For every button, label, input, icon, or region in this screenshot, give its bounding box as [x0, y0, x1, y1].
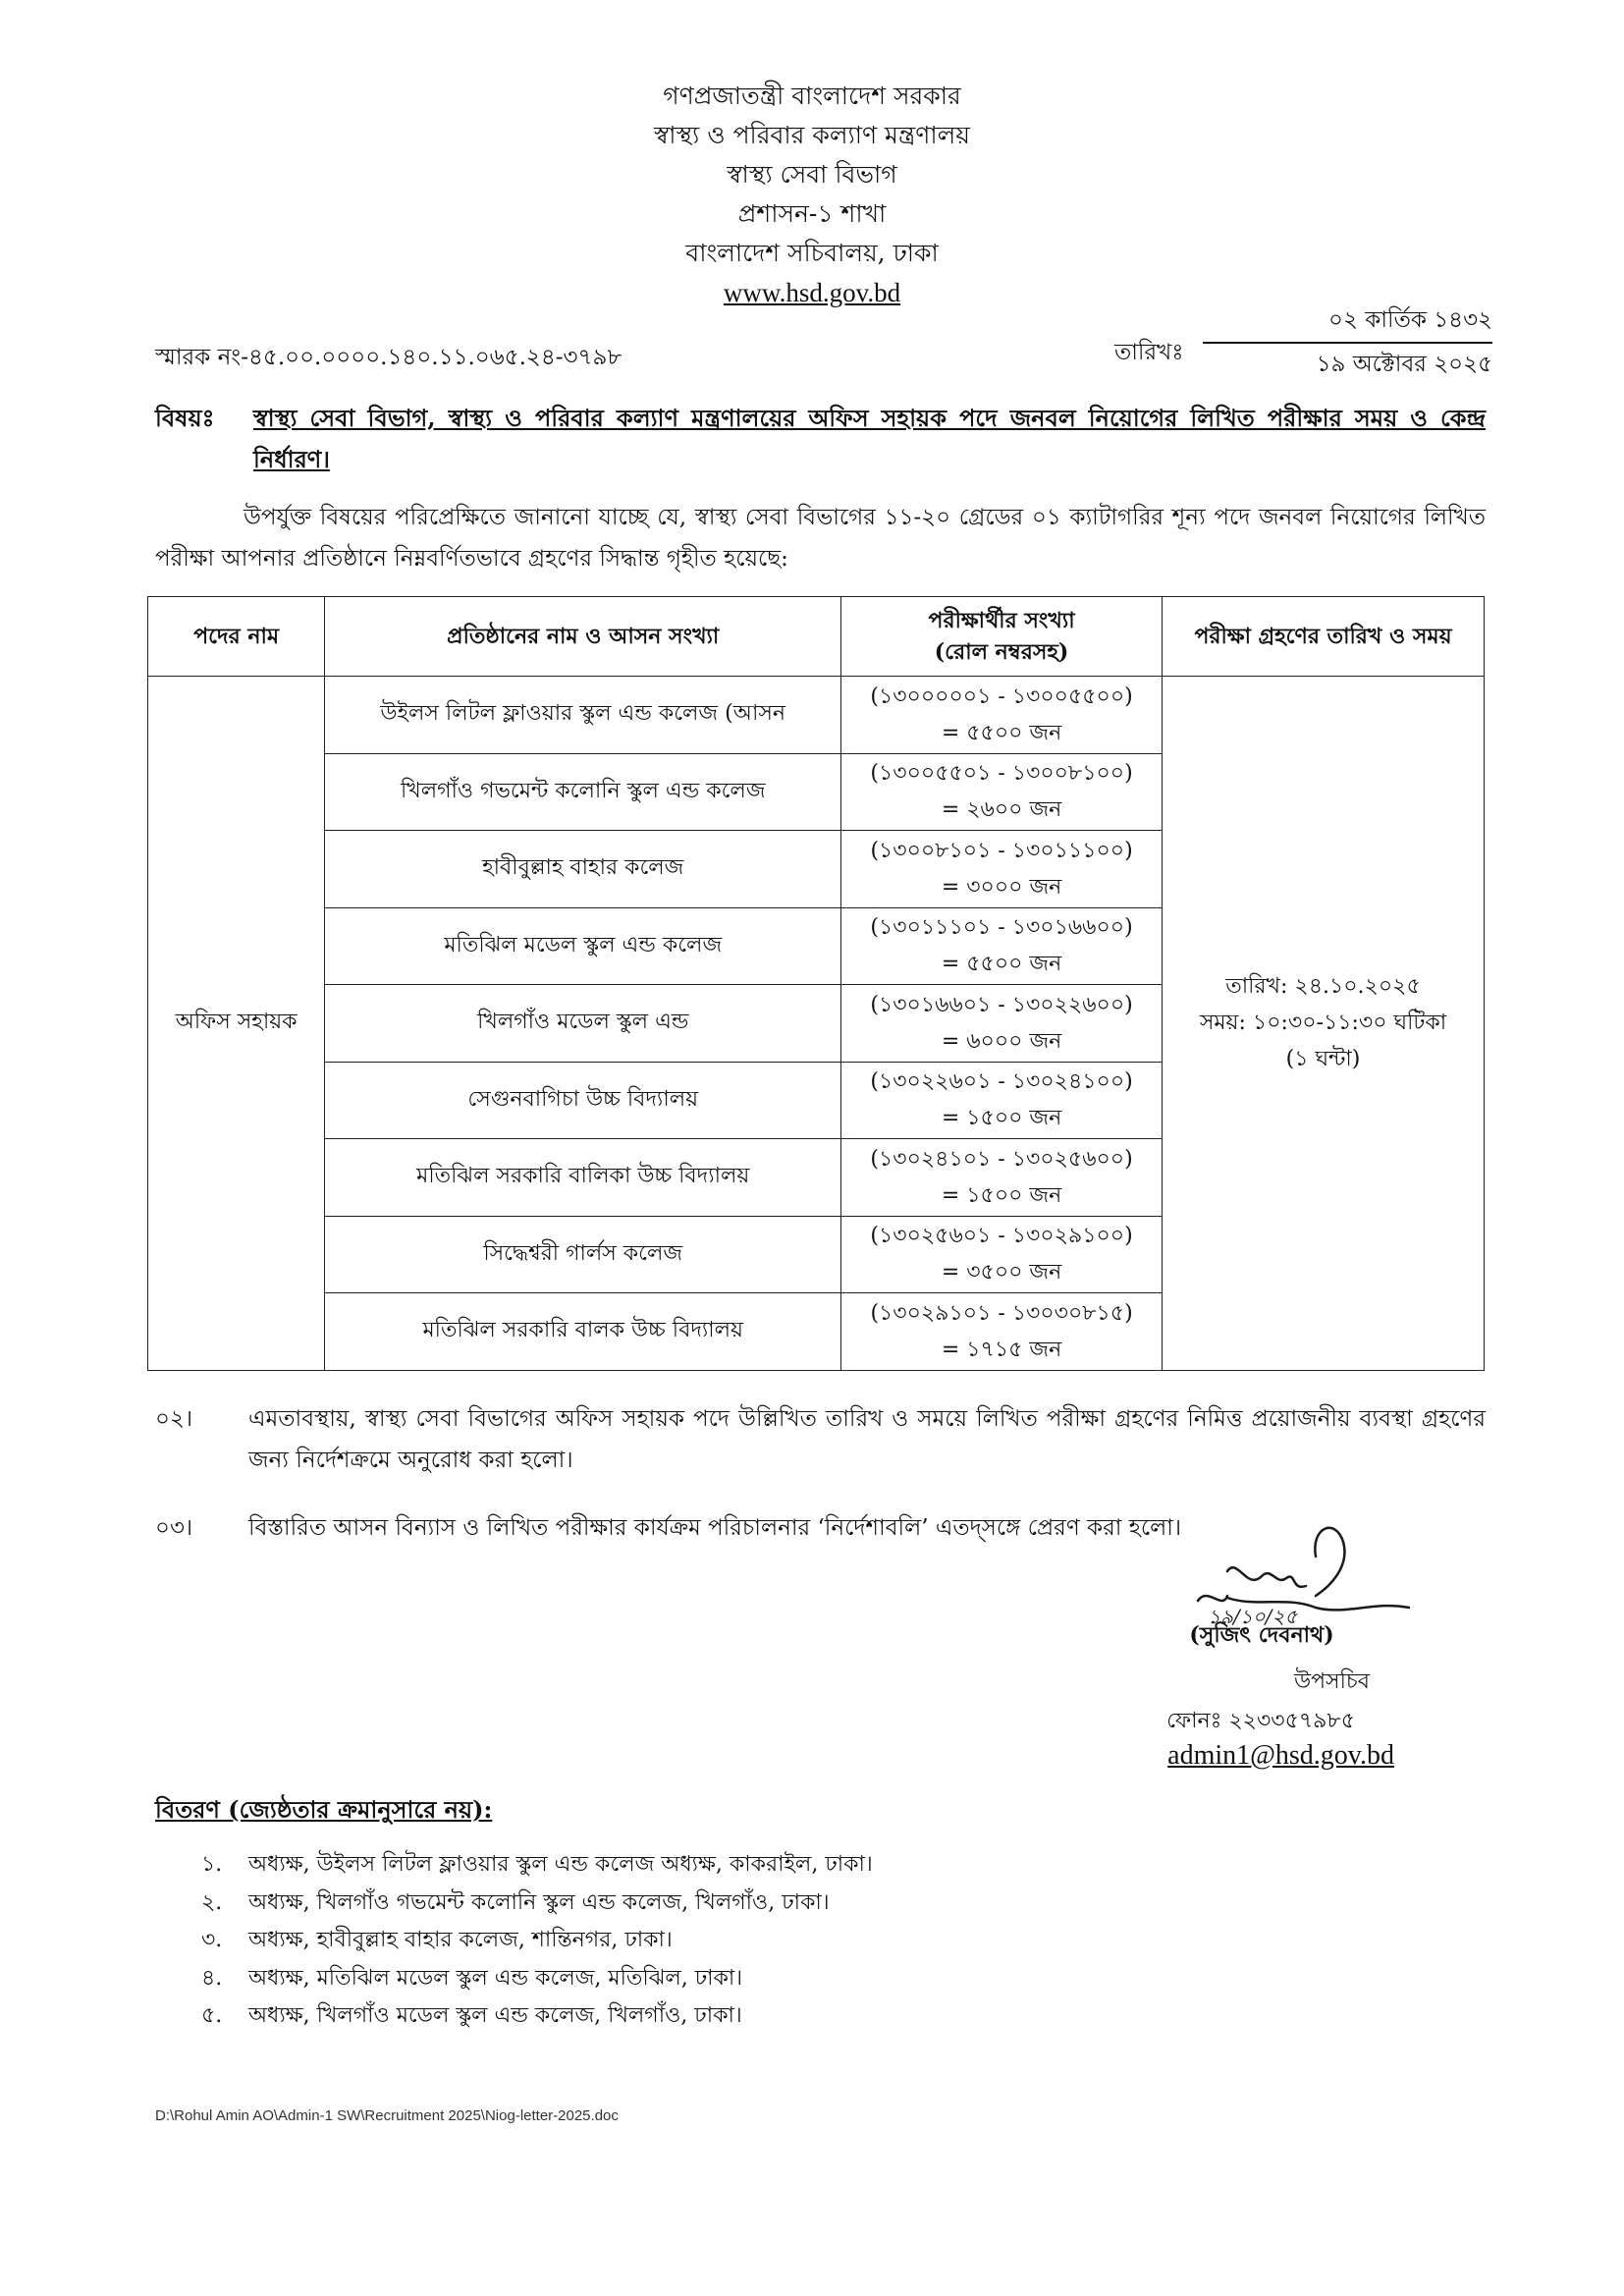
roll-range-cell: (১৩০১৬৬০১ - ১৩০২২৬০০) = ৬০০০ জন	[841, 985, 1163, 1063]
memo-date	[1203, 302, 1492, 385]
institution-cell: উইলস লিটল ফ্লাওয়ার স্কুল এন্ড কলেজ (আসন	[325, 677, 841, 754]
roll-range-cell: (১৩০০৮১০১ - ১৩০১১১০০) = ৩০০০ জন	[841, 831, 1163, 908]
date-bangla: ০২ কার্তিক ১৪৩২	[1203, 302, 1492, 344]
roll-range-cell: (১৩০২৪১০১ - ১৩০২৫৬০০) = ১৫০০ জন	[841, 1139, 1163, 1217]
file-path-footer: D:\Rohul Amin AO\Admin-1 SW\Recruitment 2025\Niog-letter-2025.doc	[155, 2107, 619, 2124]
table-header-row	[148, 597, 1485, 677]
exam-schedule-table	[147, 596, 1485, 1371]
subject-text: স্বাস্থ্য সেবা বিভাগ, স্বাস্থ্য ও পরিবার কল্যাণ মন্ত্রণালয়ের অফিস সহায়ক পদে জনবল নিয়োগের লিখিত পরীক্ষার সময় ও কেন্দ্র নির্ধারণ।	[253, 404, 1486, 473]
office-address: বাংলাদেশ সচিবালয়, ঢাকা	[685, 239, 939, 267]
list-item: ৩. অধ্যক্ষ, হাবীবুল্লাহ বাহার কলেজ, শান্তিনগর, ঢাকা।	[201, 1928, 673, 1952]
header-institution: প্রতিষ্ঠানের নাম ও আসন সংখ্যা	[325, 597, 841, 677]
header-candidates: পরীক্ষার্থীর সংখ্যা (রোল নম্বরসহ)	[841, 597, 1163, 677]
date-label: তারিখঃ	[1114, 340, 1184, 365]
distribution-list	[201, 1846, 873, 2036]
signature-stroke	[1227, 1567, 1306, 1587]
signatory-title: উপসচিব	[1293, 1669, 1370, 1694]
letterhead	[0, 77, 1624, 312]
ministry-name: স্বাস্থ্য ও পরিবার কল্যাণ মন্ত্রণালয়	[654, 121, 970, 149]
list-item: ৫. অধ্যক্ষ, খিলগাঁও মডেল স্কুল এন্ড কলেজ, খিলগাঁও, ঢাকা।	[201, 2003, 742, 2028]
paragraph-number: ০৩।	[155, 1515, 193, 1541]
subject-label: বিষয়ঃ	[155, 404, 215, 432]
signature-date: ১৯/১০/২৫	[1208, 1605, 1298, 1628]
roll-range-cell: (১৩০২৯১০১ - ১৩০৩০৮১৫) = ১৭১৫ জন	[841, 1293, 1163, 1371]
list-item: ২. অধ্যক্ষ, খিলগাঁও গভমেন্ট কলোনি স্কুল এন্ড কলেজ, খিলগাঁও, ঢাকা।	[201, 1889, 830, 1915]
exam-time: সময়: ১০:৩০-১১:৩০ ঘটিকা	[1199, 1011, 1447, 1036]
post-name-cell: অফিস সহায়ক	[148, 677, 325, 1371]
roll-range-cell: (১৩০০৫৫০১ - ১৩০০৮১০০) = ২৬০০ জন	[841, 753, 1163, 831]
memo-reference: স্মারক নং-৪৫.০০.০০০০.১৪০.১১.০৬৫.২৪-৩৭৯৮	[155, 345, 623, 370]
paragraph-text: বিস্তারিত আসন বিন্যাস ও লিখিত পরীক্ষার কার্যক্রম পরিচালনার ‘নির্দেশাবলি’ এতদ্‌সঙ্গে প্রেরণ করা হলো।	[248, 1515, 1182, 1541]
institution-cell: হাবীবুল্লাহ বাহার কলেজ	[325, 831, 841, 908]
signature-stroke	[1315, 1528, 1344, 1596]
signatory-phone: ফোনঃ ২২৩৩৫৭৯৮৫	[1166, 1709, 1355, 1733]
institution-cell: খিলগাঁও গভমেন্ট কলোনি স্কুল এন্ড কলেজ	[325, 753, 841, 831]
distribution-title: বিতরণ (জ্যেষ্ঠতার ক্রমানুসারে নয়):	[155, 1795, 493, 1824]
exam-duration: (১ ঘন্টা)	[1285, 1047, 1361, 1072]
division-name: স্বাস্থ্য সেবা বিভাগ	[727, 160, 897, 189]
roll-range-cell: (১৩০২৫৬০১ - ১৩০২৯১০০) = ৩৫০০ জন	[841, 1216, 1163, 1293]
roll-range-cell: (১৩০০০০০১ - ১৩০০৫৫০০) = ৫৫০০ জন	[841, 677, 1163, 754]
institution-cell: মতিঝিল সরকারি বালিকা উচ্চ বিদ্যালয়	[325, 1139, 841, 1217]
branch-name: প্রশাসন-১ শাখা	[737, 199, 887, 228]
header-post: পদের নাম	[148, 597, 325, 677]
signatory-name: (সুজিৎ দেবনাথ)	[1189, 1622, 1334, 1648]
institution-cell: সিদ্ধেশ্বরী গার্লস কলেজ	[325, 1216, 841, 1293]
institution-cell: খিলগাঁও মডেল স্কুল এন্ড	[325, 985, 841, 1063]
govt-name: গণপ্রজাতন্ত্রী বাংলাদেশ সরকার	[663, 82, 961, 110]
header-datetime: পরীক্ষা গ্রহণের তারিখ ও সময়	[1163, 597, 1485, 677]
signature-stroke	[1198, 1596, 1227, 1601]
intro-paragraph: উপর্যুক্ত বিষয়ের পরিপ্রেক্ষিতে জানানো যাচ্ছে যে, স্বাস্থ্য সেবা বিভাগের ১১-২০ গ্রেডের ০১ ক্যাটাগরির শূন্য পদে জনবল নিয়োগের লিখিত পরীক্ষা আপনার প্রতিষ্ঠানে নিম্নবর্ণিতভাবে গ্রহণের সিদ্ধান্ত গৃহীত হয়েছে:	[155, 505, 1486, 572]
list-item: ১. অধ্যক্ষ, উইলস লিটল ফ্লাওয়ার স্কুল এন্ড কলেজ অধ্যক্ষ, কাকরাইল, ঢাকা।	[201, 1852, 873, 1877]
exam-date: তারিখ: ২৪.১০.২০২৫	[1225, 974, 1421, 1000]
list-item: ৪. অধ্যক্ষ, মতিঝিল মডেল স্কুল এন্ড কলেজ, মতিঝিল, ঢাকা।	[201, 1965, 743, 1991]
institution-cell: মতিঝিল সরকারি বালক উচ্চ বিদ্যালয়	[325, 1293, 841, 1371]
roll-range-cell: (১৩০২২৬০১ - ১৩০২৪১০০) = ১৫০০ জন	[841, 1062, 1163, 1139]
signatory-email-link[interactable]: admin1@hsd.gov.bd	[1167, 1740, 1394, 1771]
website-link[interactable]: www.hsd.gov.bd	[723, 278, 901, 307]
institution-cell: মতিঝিল মডেল স্কুল এন্ড কলেজ	[325, 907, 841, 985]
exam-datetime-cell	[1163, 677, 1485, 1371]
date-english: ১৯ অক্টোবর ২০২৫	[1316, 352, 1492, 377]
roll-range-cell: (১৩০১১১০১ - ১৩০১৬৬০০) = ৫৫০০ জন	[841, 907, 1163, 985]
institution-cell: সেগুনবাগিচা উচ্চ বিদ্যালয়	[325, 1062, 841, 1139]
paragraph-text: এমতাবস্থায়, স্বাস্থ্য সেবা বিভাগের অফিস সহায়ক পদে উল্লিখিত তারিখ ও সময়ে লিখিত পরীক্ষা গ্রহণের নিমিত্ত প্রয়োজনীয় ব্যবস্থা গ্রহণের জন্য নির্দেশক্রমে অনুরোধ করা হলো।	[248, 1406, 1486, 1473]
table-row	[148, 677, 1485, 754]
paragraph-number: ০২।	[155, 1406, 193, 1432]
